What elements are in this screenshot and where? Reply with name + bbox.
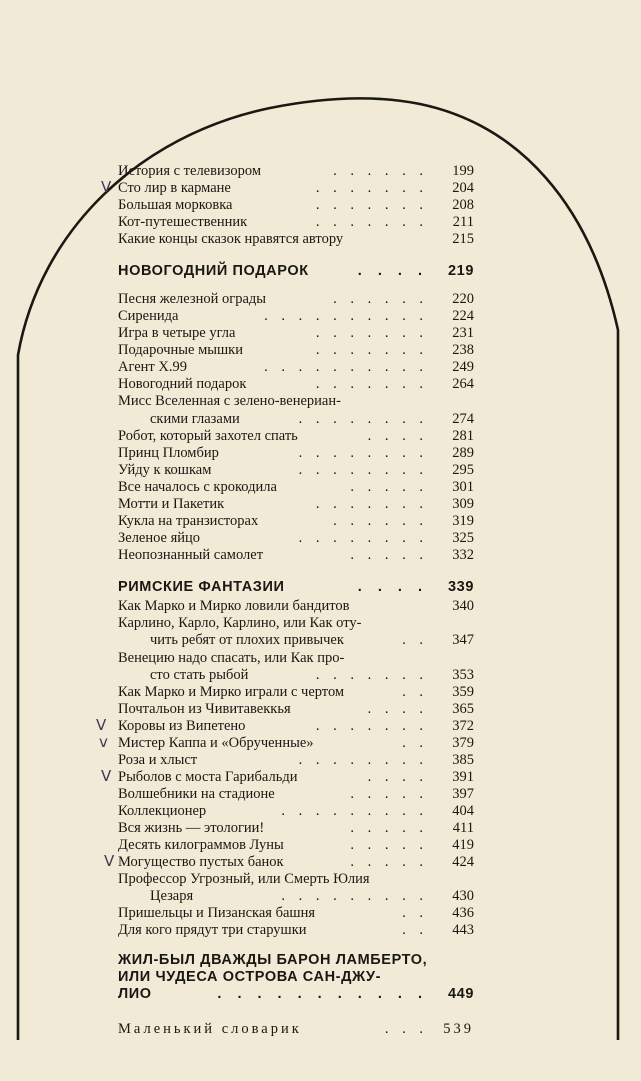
toc-entry [118, 427, 474, 445]
dot-leader: . . . . . [350, 547, 428, 563]
entry-title: Уйду к кошкам [118, 462, 212, 478]
toc-entry [118, 196, 474, 214]
entry-title: Рыболов с моста Гарибальди [118, 769, 298, 785]
toc-entry [118, 768, 474, 786]
entry-title: Песня железной ограды [118, 291, 266, 307]
page-number: 281 [452, 428, 474, 444]
page-number: 215 [452, 231, 474, 247]
toc-entry [118, 870, 474, 888]
page-number: 199 [452, 163, 474, 179]
handwritten-check-mark: V [96, 716, 107, 734]
entry-title: Сто лир в кармане [118, 180, 231, 196]
dot-leader: . . . . . . . . . . . [217, 986, 428, 1002]
page-number: 443 [452, 922, 474, 938]
dot-leader: . . . . . . . . [298, 752, 428, 768]
entry-title: Роза и хлыст [118, 752, 198, 768]
page-number: 204 [452, 180, 474, 196]
entry-title: Мотти и Пакетик [118, 496, 225, 512]
page-number: 211 [452, 214, 474, 230]
page-number: 379 [452, 735, 474, 751]
page-number: 301 [452, 479, 474, 495]
dot-leader: . . . . . . . . . . [264, 308, 428, 324]
toc-entry [118, 392, 474, 410]
entry-title: Все началось с крокодила [118, 479, 277, 495]
page-number: 353 [452, 667, 474, 683]
entry-title: Робот, который захотел спать [118, 428, 298, 444]
page-number: 391 [452, 769, 474, 785]
page-number: 365 [452, 701, 474, 717]
entry-title: Новогодний подарок [118, 376, 247, 392]
toc-entry [118, 904, 474, 922]
entry-title: Неопознанный самолет [118, 547, 264, 563]
toc-entry [118, 819, 474, 837]
entry-title: Подарочные мышки [118, 342, 243, 358]
toc-entry [118, 785, 474, 803]
entry-title: Агент X.99 [118, 359, 187, 375]
dot-leader: . . . . . . . . [298, 462, 428, 478]
entry-title: Профессор Угрозный, или Смерть Юлия [118, 871, 370, 887]
entry-title: Вся жизнь — этологии! [118, 820, 265, 836]
toc-entry [118, 597, 474, 615]
dot-leader: . . . . [367, 701, 428, 717]
toc-entry [118, 717, 474, 735]
toc-entry [118, 887, 474, 905]
dot-leader: . . [402, 922, 428, 938]
dot-leader: . . . . . [350, 837, 428, 853]
toc-section-entry [118, 968, 474, 986]
entry-title: скими глазами [150, 411, 240, 427]
handwritten-check-mark: V [101, 767, 112, 785]
dot-leader: . . . . . . . [315, 214, 428, 230]
page-number: 340 [452, 598, 474, 614]
entry-title: Коллекционер [118, 803, 207, 819]
entry-title: Кукла на транзисторах [118, 513, 259, 529]
page-number: 411 [452, 820, 474, 836]
toc-entry [118, 341, 474, 359]
entry-title: ЛИО [118, 986, 152, 1002]
page-number: 208 [452, 197, 474, 213]
entry-title: Почтальон из Чивитавеккья [118, 701, 291, 717]
dot-leader: . . . . . . . [315, 180, 428, 196]
page-number: 249 [452, 359, 474, 375]
toc-section-entry [118, 262, 474, 280]
entry-title: Игра в четыре угла [118, 325, 236, 341]
page-number: 332 [452, 547, 474, 563]
page-number: 539 [443, 1021, 474, 1037]
toc-entry [118, 444, 474, 462]
dot-leader: . . . . . [350, 854, 428, 870]
dot-leader: . . . . . [350, 820, 428, 836]
toc-entry [118, 512, 474, 530]
dot-leader: . . . . . . . . . [281, 803, 428, 819]
dot-leader: . . . . . . [333, 163, 428, 179]
dot-leader: . . [402, 632, 428, 648]
toc-entry [118, 162, 474, 180]
toc-entry [118, 307, 474, 325]
page-number: 231 [452, 325, 474, 341]
entry-title: Десять килограммов Луны [118, 837, 284, 853]
entry-title: Карлино, Карло, Карлино, или Как оту- [118, 615, 362, 631]
page-number: 238 [452, 342, 474, 358]
entry-title: РИМСКИЕ ФАНТАЗИИ [118, 579, 285, 595]
entry-title: Цезаря [150, 888, 194, 904]
entry-title: НОВОГОДНИЙ ПОДАРОК [118, 263, 309, 279]
entry-title: Какие концы сказок нравятся автору [118, 231, 344, 247]
dot-leader: . . [402, 905, 428, 921]
dot-leader: . . . . . . . . [298, 530, 428, 546]
page-number: 385 [452, 752, 474, 768]
toc-entry [118, 700, 474, 718]
entry-title: Венецию надо спасать, или Как про- [118, 650, 345, 666]
page-number: 325 [452, 530, 474, 546]
dot-leader: . . . . [367, 428, 428, 444]
toc-entry [118, 375, 474, 393]
entry-title: Маленький словарик [118, 1021, 302, 1037]
entry-title: История с телевизором [118, 163, 262, 179]
dot-leader: . . [402, 735, 428, 751]
page-number: 424 [452, 854, 474, 870]
dot-leader: . . . . [367, 769, 428, 785]
entry-title: Как Марко и Мирко ловили бандитов [118, 598, 350, 614]
toc-entry [118, 649, 474, 667]
dot-leader: . . . . . . . . [298, 411, 428, 427]
page-number: 449 [448, 986, 474, 1002]
dot-leader: . . . . [357, 579, 428, 595]
toc-entry [118, 290, 474, 308]
toc-entry [118, 751, 474, 769]
entry-title: Могущество пустых банок [118, 854, 284, 870]
entry-title: Зеленое яйцо [118, 530, 201, 546]
entry-title: Принц Пломбир [118, 445, 219, 461]
dot-leader: . . . . . . . . . . [264, 359, 428, 375]
dot-leader: . . . . . . . [315, 325, 428, 341]
toc-entry [118, 230, 474, 248]
toc-entry [118, 666, 474, 684]
dot-leader: . . . . . . . [315, 496, 428, 512]
handwritten-check-mark: V [104, 852, 115, 870]
handwritten-check-mark: V [101, 178, 112, 196]
dot-leader: . . . [384, 1021, 428, 1037]
entry-title: Сиренида [118, 308, 179, 324]
entry-title: ИЛИ ЧУДЕСА ОСТРОВА САН-ДЖУ- [118, 969, 382, 985]
entry-title: Кот-путешественник [118, 214, 248, 230]
dot-leader: . . . . [357, 263, 428, 279]
toc-entry [118, 802, 474, 820]
entry-title: ЖИЛ-БЫЛ ДВАЖДЫ БАРОН ЛАМБЕРТО, [118, 952, 428, 968]
dot-leader: . . . . . . . [315, 197, 428, 213]
toc-entry [118, 495, 474, 513]
toc-entry [118, 213, 474, 231]
entry-title: сто стать рыбой [150, 667, 249, 683]
toc-entry [118, 461, 474, 479]
toc-entry [118, 614, 474, 632]
page-number: 359 [452, 684, 474, 700]
entry-title: чить ребят от плохих привычек [150, 632, 344, 648]
dot-leader: . . . . . [350, 786, 428, 802]
page-number: 347 [452, 632, 474, 648]
page-number: 264 [452, 376, 474, 392]
page-number: 339 [448, 579, 474, 595]
dot-leader: . . . . . . . [315, 376, 428, 392]
toc-section-entry [118, 951, 474, 969]
toc-entry [118, 734, 474, 752]
page-number: 397 [452, 786, 474, 802]
page-number: 372 [452, 718, 474, 734]
toc-entry [118, 179, 474, 197]
toc-entry [118, 853, 474, 871]
entry-title: Как Марко и Мирко играли с чертом [118, 684, 345, 700]
page-number: 309 [452, 496, 474, 512]
dot-leader: . . [402, 684, 428, 700]
dot-leader: . . . . . [350, 479, 428, 495]
entry-title: Пришельцы и Пизанская башня [118, 905, 315, 921]
toc-entry [118, 546, 474, 564]
entry-title: Мистер Каппа и «Обрученные» [118, 735, 314, 751]
toc-section-entry [118, 578, 474, 596]
dot-leader: . . . . . . . [315, 342, 428, 358]
dot-leader: . . . . . . . . . [281, 888, 428, 904]
toc-entry [118, 836, 474, 854]
page-number: 220 [452, 291, 474, 307]
entry-title: Волшебники на стадионе [118, 786, 275, 802]
toc-entry [118, 324, 474, 342]
toc-section-entry [118, 985, 474, 1003]
handwritten-check-mark: v [99, 733, 108, 751]
dot-leader: . . . . . . [333, 291, 428, 307]
page-number: 219 [448, 263, 474, 279]
page-number: 404 [452, 803, 474, 819]
toc-entry [118, 358, 474, 376]
entry-title: Для кого прядут три старушки [118, 922, 307, 938]
page-number: 295 [452, 462, 474, 478]
entry-title: Большая морковка [118, 197, 233, 213]
entry-title: Мисс Вселенная с зелено-венериан- [118, 393, 341, 409]
page-number: 419 [452, 837, 474, 853]
toc-entry [118, 1020, 474, 1038]
toc-entry [118, 683, 474, 701]
dot-leader: . . . . . . . . [298, 445, 428, 461]
entry-title: Коровы из Випетено [118, 718, 246, 734]
toc-entry [118, 478, 474, 496]
dot-leader: . . . . . . . [315, 718, 428, 734]
page-number: 319 [452, 513, 474, 529]
page-number: 436 [452, 905, 474, 921]
toc-entry [118, 529, 474, 547]
toc-entry [118, 921, 474, 939]
dot-leader: . . . . . . . [315, 667, 428, 683]
page-number: 289 [452, 445, 474, 461]
toc-entry [118, 410, 474, 428]
page-number: 430 [452, 888, 474, 904]
page-number: 224 [452, 308, 474, 324]
dot-leader: . . . . . . [333, 513, 428, 529]
toc-entry [118, 631, 474, 649]
page-number: 274 [452, 411, 474, 427]
